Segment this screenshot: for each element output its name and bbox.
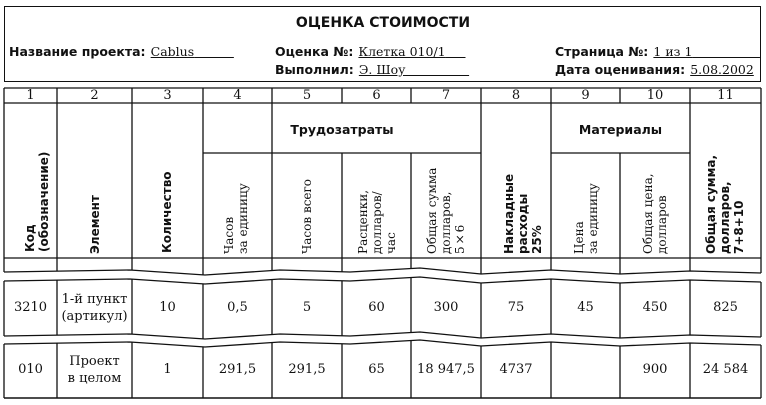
header-hours-per-unit: Часов за единицу — [222, 183, 250, 254]
header-overhead: Накладные расходы 25% — [502, 173, 544, 254]
header-element: Элемент — [88, 195, 102, 254]
date-value: 5.08.2002 — [690, 62, 754, 77]
group-materials: Материалы — [578, 122, 663, 137]
page-title: ОЦЕНКА СТОИМОСТИ — [295, 15, 471, 31]
performed-value: Э. Шоу — [358, 62, 406, 77]
header-code: Код (обозначение) — [23, 151, 51, 252]
row1-element: 1-й пункт (артикул) — [61, 292, 128, 324]
row2-hours-per-unit: 291,5 — [218, 362, 257, 377]
header-hours-total: Часов всего — [300, 178, 314, 254]
row1-overhead: 75 — [507, 300, 525, 315]
header-total-price: Общая цена, долларов — [641, 173, 669, 254]
row1-labor-total: 300 — [433, 300, 459, 315]
project-value: Cablus — [150, 44, 195, 59]
row1-total-price: 450 — [642, 300, 668, 315]
col-number-4: 4 — [233, 88, 242, 103]
row1-hours-total: 5 — [302, 300, 312, 315]
row2-hours-total: 291,5 — [288, 362, 326, 377]
page-label: Страница №: — [555, 44, 649, 59]
row2-overhead: 4737 — [499, 362, 533, 377]
page-value: 1 из 1 — [653, 44, 693, 59]
row2-labor-total: 18 947,5 — [417, 362, 475, 377]
col-number-5: 5 — [302, 88, 312, 103]
col-number-9: 9 — [581, 88, 590, 103]
col-number-10: 10 — [646, 88, 664, 103]
row2-quantity: 1 — [163, 362, 172, 377]
row2-rate: 65 — [368, 362, 385, 377]
header-grand-total: Общая сумма, долларов, 7+8+10 — [704, 154, 746, 254]
col-number-3: 3 — [163, 88, 172, 103]
row2-total-price: 900 — [642, 362, 668, 377]
project-label: Название проекта: — [9, 44, 146, 59]
estimate-value: Клетка 010/1 — [358, 44, 446, 59]
header-labor-total: Общая сумма долларов, 5×6 — [425, 167, 467, 254]
performed-label: Выполнил: — [275, 62, 354, 77]
row2-code: 010 — [18, 362, 43, 377]
row2-grand-total: 24 584 — [702, 362, 749, 377]
row1-grand-total: 825 — [713, 300, 738, 315]
header-quantity: Количество — [160, 171, 174, 253]
col-number-8: 8 — [511, 88, 521, 103]
estimate-label: Оценка №: — [275, 44, 354, 59]
header-rates: Расценки, долларов/ час — [356, 189, 398, 254]
col-number-7: 7 — [441, 88, 451, 103]
row1-rate: 60 — [368, 300, 385, 315]
group-labor: Трудозатраты — [290, 122, 394, 137]
row2-element: Проект в целом — [67, 354, 122, 386]
row1-quantity: 10 — [159, 300, 176, 315]
col-number-11: 11 — [717, 88, 734, 103]
row1-unit-price: 45 — [577, 300, 594, 315]
col-number-6: 6 — [372, 88, 381, 103]
date-label: Дата оценивания: — [555, 62, 686, 77]
header-unit-price: Цена за единицу — [572, 183, 600, 254]
row1-hours-per-unit: 0,5 — [227, 300, 248, 315]
row1-code: 3210 — [13, 300, 48, 315]
col-number-2: 2 — [90, 88, 99, 103]
col-number-1: 1 — [26, 88, 35, 103]
